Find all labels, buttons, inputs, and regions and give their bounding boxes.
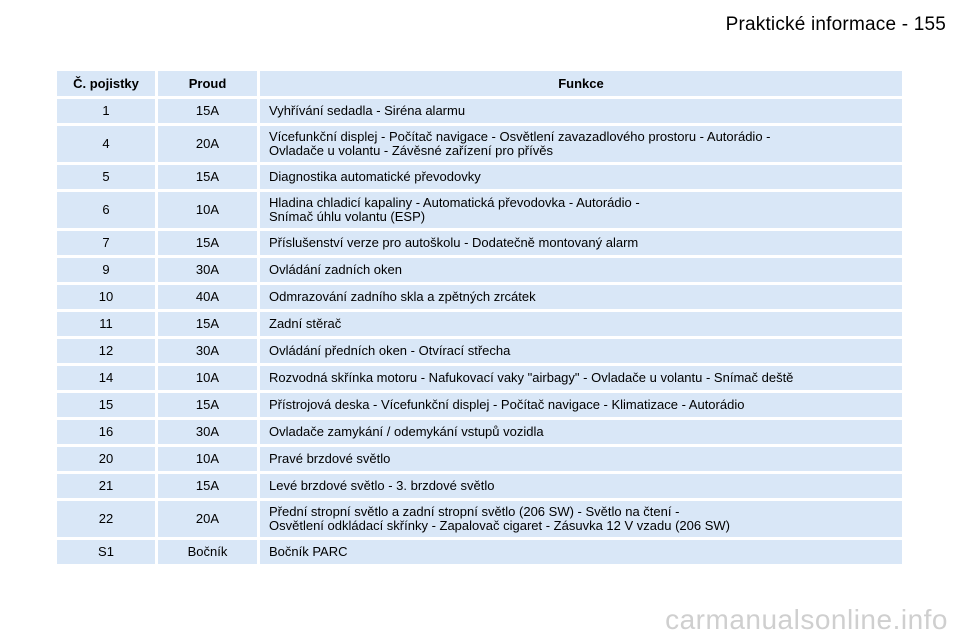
current-cell: 15A [158,231,260,255]
function-cell: Odmrazování zadního skla a zpětných zrcátek [260,285,902,309]
table-row [57,192,902,228]
function-cell: Hladina chladicí kapaliny - Automatická převodovka - Autorádio - Snímač úhlu volantu (ESP) [260,192,902,228]
function-cell: Pravé brzdové světlo [260,447,902,471]
table-row [57,126,902,162]
fuse-number-cell: 20 [57,447,158,471]
fuse-number-cell: 14 [57,366,158,390]
function-cell: Ovládání zadních oken [260,258,902,282]
fuse-number-cell: S1 [57,540,158,564]
table-row [57,540,902,564]
current-cell: 10A [158,366,260,390]
fuse-number-cell: 9 [57,258,158,282]
function-cell: Přístrojová deska - Vícefunkční displej - Počítač navigace - Klimatizace - Autorádio [260,393,902,417]
table-row [57,231,902,255]
fuse-number-cell: 21 [57,474,158,498]
fuse-number-cell: 7 [57,231,158,255]
fuse-number-cell: 4 [57,126,158,162]
table-row [57,474,902,498]
current-cell: 15A [158,99,260,123]
table-row [57,258,902,282]
function-cell: Přední stropní světlo a zadní stropní světlo (206 SW) - Světlo na čtení - Osvětlení odkládací skřínky - Zapalovač cigaret - Zásuvka 12 V vzadu (206 SW) [260,501,902,537]
fuse-table [57,68,902,567]
function-cell: Rozvodná skřínka motoru - Nafukovací vaky "airbagy" - Ovladače u volantu - Snímač deště [260,366,902,390]
current-cell: 15A [158,393,260,417]
table-header-row [57,71,902,96]
function-cell: Ovladače zamykání / odemykání vstupů vozidla [260,420,902,444]
fuse-number-cell: 12 [57,339,158,363]
function-cell: Zadní stěrač [260,312,902,336]
function-cell: Bočník PARC [260,540,902,564]
current-cell: 15A [158,474,260,498]
current-cell: 30A [158,339,260,363]
function-cell: Vícefunkční displej - Počítač navigace - Osvětlení zavazadlového prostoru - Autorádio - Ovladače u volantu - Závěsné zařízení pro přívěs [260,126,902,162]
fuse-number-cell: 6 [57,192,158,228]
page-title: Praktické informace - 155 [725,14,946,35]
table-row [57,312,902,336]
function-cell: Levé brzdové světlo - 3. brzdové světlo [260,474,902,498]
current-cell: 15A [158,312,260,336]
table-body [57,99,902,564]
function-cell: Diagnostika automatické převodovky [260,165,902,189]
current-cell: 20A [158,501,260,537]
table-row [57,501,902,537]
table-row [57,99,902,123]
current-cell: 20A [158,126,260,162]
function-cell: Vyhřívání sedadla - Siréna alarmu [260,99,902,123]
function-cell: Ovládání předních oken - Otvírací střecha [260,339,902,363]
watermark: carmanualsonline.info [665,604,948,635]
table-row [57,447,902,471]
fuse-number-cell: 10 [57,285,158,309]
table-row [57,165,902,189]
table-row [57,393,902,417]
column-header-fuse-number: Č. pojistky [57,71,158,96]
table-row [57,285,902,309]
current-cell: 30A [158,258,260,282]
column-header-current: Proud [158,71,260,96]
current-cell: 10A [158,192,260,228]
fuse-number-cell: 11 [57,312,158,336]
column-header-function: Funkce [260,71,902,96]
table-row [57,420,902,444]
fuse-number-cell: 16 [57,420,158,444]
current-cell: 15A [158,165,260,189]
fuse-number-cell: 15 [57,393,158,417]
fuse-number-cell: 1 [57,99,158,123]
current-cell: 40A [158,285,260,309]
fuse-number-cell: 5 [57,165,158,189]
table-row [57,339,902,363]
current-cell: Bočník [158,540,260,564]
fuse-number-cell: 22 [57,501,158,537]
function-cell: Příslušenství verze pro autoškolu - Dodatečně montovaný alarm [260,231,902,255]
current-cell: 30A [158,420,260,444]
table-row [57,366,902,390]
current-cell: 10A [158,447,260,471]
